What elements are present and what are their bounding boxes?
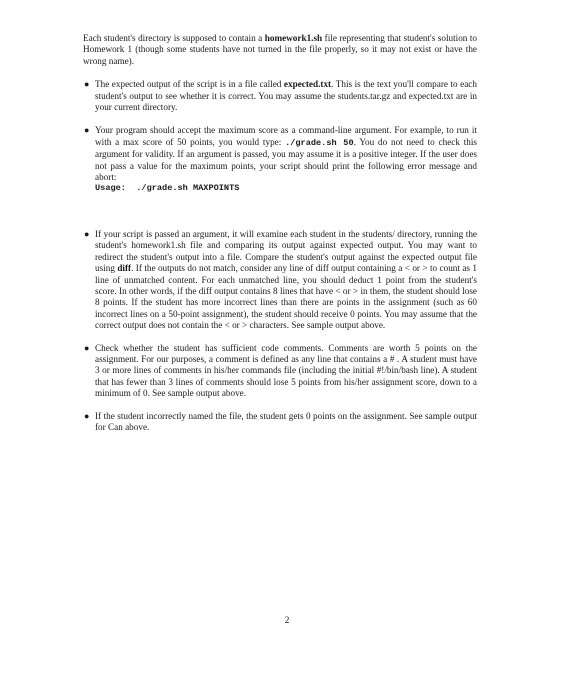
intro-text-cont: file representing that student's solution to Homework 1 (though some students have not turned in the file properly, so it may not exist or have the wrong name).	[83, 33, 478, 66]
intro-text: Each student's directory is supposed to contain a	[83, 33, 265, 43]
list-item-text	[95, 125, 477, 183]
homework-filename: homework1.sh	[264, 33, 323, 43]
page-content	[83, 33, 477, 433]
list-item-text: If the student incorrectly named the file, the student gets 0 points on the assignment. See sample output for Can above.	[95, 410, 477, 432]
item-text-cont: . You do not need to check this argument for validity. If an argument is passed, you may assume it is a positive integer. If the user does not pass a value for the maximum points, your script should print the following error message and abort:	[95, 136, 477, 183]
item-text-cont: . This is the text you'll compare to each student's output to see whether it is correct. You may assume the students.tar.gz and expected.txt are in your current directory.	[95, 79, 477, 113]
bullet-icon: ●	[84, 342, 90, 353]
expected-filename: expected.txt	[283, 79, 332, 90]
list-item-text	[95, 229, 477, 332]
list-item-wrong-filename	[83, 411, 477, 434]
item-text: The expected output of the script is in a file called	[95, 79, 284, 90]
list-item-text	[95, 79, 477, 113]
list-item-expected-output	[83, 79, 477, 113]
intro-paragraph	[83, 33, 477, 67]
list-item-max-score	[83, 125, 477, 194]
item-text: If your script is passed an argument, it will examine each student in the students/ directory, running the student's homework1.sh file and comparing its output against expected output. You may want to redirect the student's output into a file. Compare the student's output against the expected output file using	[95, 228, 477, 274]
diff-keyword: diff	[117, 263, 132, 274]
item-text-cont: . If the outputs do not match, consider any line of diff output containing a < or > to count as 1 line of unmatched content. For each unmatched line, you should deduct 1 point from the student's score. In other words, if the diff output contains 8 lines that have < or > in them, the student should lose 8 points. If the student has more incorrect lines than there are points in the assignment (such as 60 incorrect lines on a 50-point assignment), the student should receive 0 points. You may assume that the correct output does not contain the < or > characters. See sample output above.	[95, 263, 477, 331]
bullet-icon: ●	[84, 125, 90, 136]
example-command: ./grade.sh 50	[285, 137, 354, 148]
list-item-text: Check whether the student has sufficient code comments. Comments are worth 5 points on the assignment. For our purposes, a comment is defined as any line that contains a # . A student must have 3 or more lines of comments in his/her commands file (including the initial #!/bin/bash line). A student that has fewer than 3 lines of comments should lose 5 points from his/her assignment score, down to a minimum of 0. See sample output above.	[95, 342, 477, 399]
requirements-list	[83, 79, 477, 433]
bullet-icon: ●	[84, 79, 90, 90]
list-item-diff-compare	[83, 229, 477, 332]
page-number: 2	[284, 615, 290, 625]
bullet-icon: ●	[84, 410, 90, 421]
usage-message: Usage: ./grade.sh MAXPOINTS	[95, 183, 240, 194]
item-text: Your program should accept the maximum score as a command-line argument. For example, to run it with a max score of 50 points, you would type:	[95, 125, 477, 147]
list-item-comments	[83, 343, 477, 400]
bullet-icon: ●	[84, 228, 90, 239]
